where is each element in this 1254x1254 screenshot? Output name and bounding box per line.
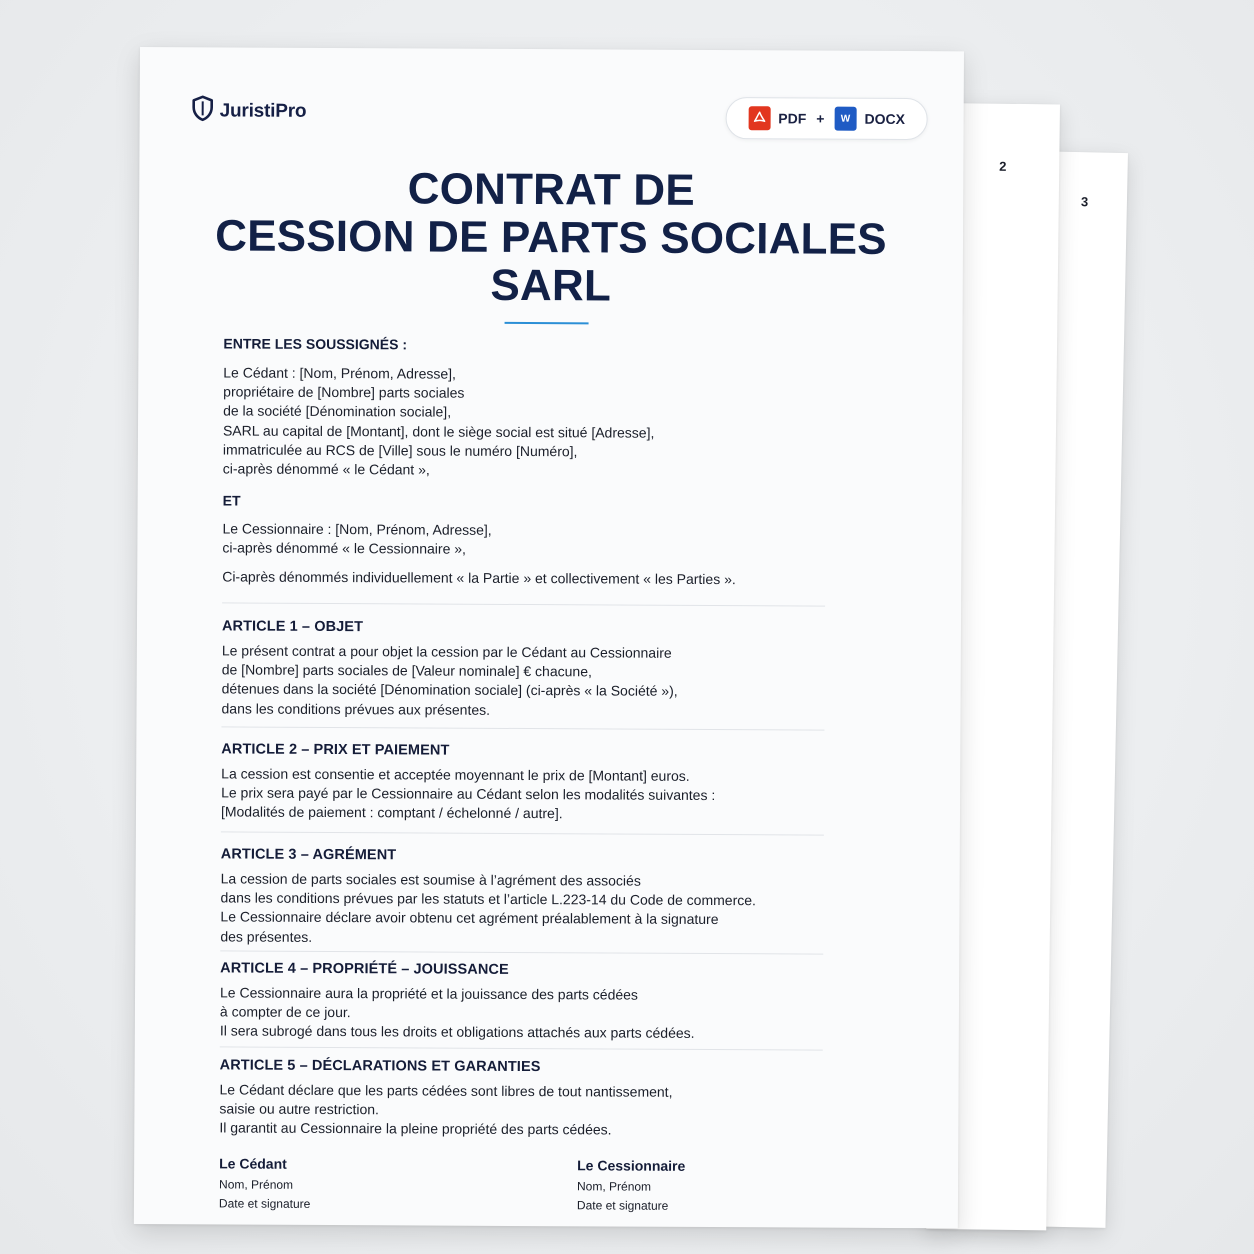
article-line: détenues dans la société [Dénomination sociale] (ci-après « la Société »), <box>221 680 678 700</box>
cedant-line: de la société [Dénomination sociale], <box>223 402 452 421</box>
divider <box>220 950 823 954</box>
article-line: Le Cédant déclare que les parts cédées sont libres de tout nantissement, <box>219 1081 673 1100</box>
article-line: saisie ou autre restriction. <box>219 1100 380 1118</box>
article-1-title: ARTICLE 1 – OBJET <box>221 618 364 636</box>
cessionnaire-line: ci-après dénommé « le Cessionnaire », <box>222 539 466 557</box>
article-line: La cession est consentie et acceptée moyennant le prix de [Montant] euros. <box>221 765 690 784</box>
article-line: des présentes. <box>220 928 313 945</box>
article-5-text <box>219 1080 839 1141</box>
title-underline <box>505 322 589 324</box>
cedant-block <box>223 363 844 481</box>
signature-title: Le Cessionnaire <box>577 1157 686 1174</box>
cedant-line: propriétaire de [Nombre] parts sociales <box>223 383 465 401</box>
page-number-3: 3 <box>1080 194 1089 210</box>
article-4-title: ARTICLE 4 – PROPRIÉTÉ – JOUISSANCE <box>220 960 509 978</box>
article-line: à compter de ce jour. <box>219 1003 351 1021</box>
signature-cedant <box>219 1154 311 1213</box>
article-1-text <box>221 641 841 721</box>
article-line: [Modalités de paiement : comptant / échelonné / autre]. <box>220 803 563 822</box>
plus-sign: + <box>816 110 825 127</box>
signature-name-line: Nom, Prénom <box>219 1177 294 1192</box>
brand-logo <box>192 95 307 127</box>
divider <box>220 1046 823 1050</box>
shield-icon <box>192 95 214 126</box>
article-line: Le Cessionnaire déclare avoir obtenu cet agrément préalablement à la signature <box>220 908 719 928</box>
signature-date-line: Date et signature <box>576 1198 669 1213</box>
article-line: dans les conditions prévues par les statuts et l’article L.223-14 du Code de commerce. <box>220 889 756 909</box>
cessionnaire-line: Le Cessionnaire : [Nom, Prénom, Adresse], <box>222 520 492 538</box>
format-badge <box>726 97 928 140</box>
word-icon: W <box>834 107 856 131</box>
divider <box>221 726 824 730</box>
divider <box>221 831 824 835</box>
article-4-text <box>220 983 840 1044</box>
pdf-label: PDF <box>778 110 807 127</box>
cedant-line: ci-après dénommé « le Cédant », <box>222 460 430 478</box>
page-number-2: 2 <box>999 158 1007 174</box>
collective-line: Ci-après dénommés individuellement « la Partie » et collectivement « les Parties ». <box>222 568 736 588</box>
parties-collective <box>222 567 842 589</box>
cedant-line: SARL au capital de [Montant], dont le siège social est situé [Adresse], <box>222 422 655 441</box>
signature-date-line: Date et signature <box>218 1196 311 1211</box>
pdf-format <box>748 106 806 130</box>
document-title <box>139 164 964 312</box>
title-line-3: SARL <box>490 260 612 311</box>
article-3-title: ARTICLE 3 – AGRÉMENT <box>220 846 397 864</box>
signature-title: Le Cédant <box>219 1155 287 1172</box>
article-line: Il sera subrogé dans tous les droits et obligations attachés aux parts cédées. <box>219 1022 695 1042</box>
document-front-page <box>134 47 964 1228</box>
brand-name: JuristiPro <box>219 99 307 122</box>
article-2-title: ARTICLE 2 – PRIX ET PAIEMENT <box>221 741 450 759</box>
article-3-text <box>220 869 840 949</box>
parties-heading: ENTRE LES SOUSSIGNÉS : <box>223 335 408 353</box>
article-line: Le présent contrat a pour objet la cession par le Cédant au Cessionnaire <box>221 642 672 661</box>
divider <box>222 602 825 606</box>
article-line: La cession de parts sociales est soumise à l’agrément des associés <box>220 870 641 889</box>
article-2-text <box>221 764 841 825</box>
article-line: dans les conditions prévues aux présentes. <box>221 700 491 718</box>
signature-name-line: Nom, Prénom <box>577 1179 652 1194</box>
title-line-1: CONTRAT DE <box>407 164 695 215</box>
article-line: de [Nombre] parts sociales de [Valeur nominale] € chacune, <box>221 661 592 680</box>
signature-cessionnaire <box>577 1156 685 1216</box>
cedant-line: immatriculée au RCS de [Ville] sous le numéro [Numéro], <box>222 441 578 460</box>
cedant-line: Le Cédant : [Nom, Prénom, Adresse], <box>223 364 457 382</box>
pdf-icon <box>748 106 770 130</box>
article-line: Le Cessionnaire aura la propriété et la jouissance des parts cédées <box>220 984 639 1003</box>
article-line: Il garantit au Cessionnaire la pleine propriété des parts cédées. <box>219 1119 612 1138</box>
article-5-title: ARTICLE 5 – DÉCLARATIONS ET GARANTIES <box>219 1057 541 1076</box>
et-label: ET <box>222 492 241 509</box>
title-line-2: CESSION DE PARTS SOCIALES <box>215 211 887 264</box>
cessionnaire-block <box>222 519 842 561</box>
article-line: Le prix sera payé par le Cessionnaire au Cédant selon les modalités suivantes : <box>221 784 716 804</box>
docx-format <box>834 107 905 131</box>
docx-label: DOCX <box>864 110 905 128</box>
